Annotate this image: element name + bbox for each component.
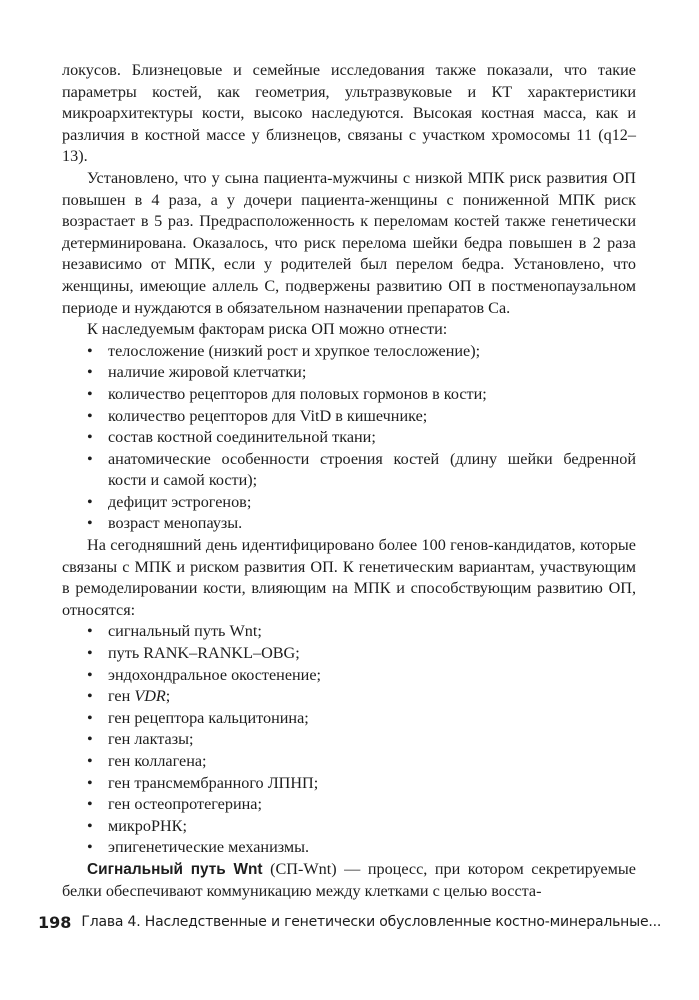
list-item: • путь RANK–RANKL–OBG; [62,643,636,665]
paragraph-candidate-genes: На сегодняшний день идентифицировано более 100 генов-кандидатов, которые связаны с МПК и риском развития ОП. К генетическим вариантам, участвующим в ремоделировании кости, влияющим на МПК и способствующим развитию ОП, относятся: [62,536,636,619]
list-item: • эндохондральное окостенение; [62,665,636,687]
bullet-icon: • [87,644,93,663]
list-item: • ген остеопротегерина; [62,794,636,816]
list-item: • количество рецепторов для половых гормонов в кости; [62,384,636,406]
term-wnt-pathway: Сигнальный путь Wnt [87,860,263,878]
list-item: • сигнальный путь Wnt; [62,621,636,643]
list-item: • ген трансмембранного ЛПНП; [62,773,636,795]
bullet-icon: • [87,341,93,360]
risk-factors-list [62,341,636,535]
bullet-icon: • [87,406,93,425]
bullet-icon: • [87,384,93,403]
paragraph-heritability: локусов. Близнецовые и семейные исследования также показали, что такие параметры костей, как геометрия, ультразвуковые и КТ характеристики микроархитектуры кости, высоко наследуются. Высокая костная масса, как и различия в костной массе у близнецов, связаны с участком хромосомы 11 (q12–13). [62,61,636,166]
list-item: • наличие жировой клетчатки; [62,362,636,384]
bullet-icon: • [87,428,93,447]
bullet-icon: • [87,687,93,706]
list-item: • ген рецептора кальцитонина; [62,708,636,730]
running-title: Глава 4. Наследственные и генетически обусловленные костно-минеральные... [81,914,662,930]
page-number: 198 [38,912,72,932]
paragraph-risk-in-children: Установлено, что у сына пациента-мужчины с низкой МПК риск развития ОП повышен в 4 раза, а у дочери пациента-женщины с пониженной МПК риск возрастает в 5 раз. Предрасположенность к переломам костей также генетически детерминирована. Оказалось, что риск перелома шейки бедра повышен в 2 раза независимо от МПК, если у родителей был перелом бедра. Установлено, что женщины, имеющие аллель С, подвержены развитию ОП в постменопаузальном периоде и нуждаются в обязательном назначении препаратов Са. [62,168,636,317]
bullet-icon: • [87,730,93,749]
bullet-icon: • [87,363,93,382]
list-item: • ген лактазы; [62,729,636,751]
list-item: • возраст менопаузы. [62,513,636,535]
list-item: • эпигенетические механизмы. [62,837,636,859]
gene-vdr-italic: VDR [134,687,166,706]
page-footer [38,908,662,936]
risk-factors-intro: К наследуемым факторам риска ОП можно отнести: [87,320,448,339]
bullet-icon: • [87,665,93,684]
bullet-icon: • [87,816,93,835]
list-item: • ген VDR; [62,686,636,708]
list-item: • микроРНК; [62,816,636,838]
bullet-icon: • [87,795,93,814]
bullet-icon: • [87,773,93,792]
bullet-icon: • [87,622,93,641]
bullet-icon: • [87,449,93,468]
list-item: • количество рецепторов для VitD в кишечнике; [62,406,636,428]
list-item: • дефицит эстрогенов; [62,492,636,514]
list-item: • анатомические особенности строения костей (длину шейки бедренной кости и самой кости); [87,449,636,490]
genetic-variants-list [62,621,636,859]
list-item: • ген коллагена; [62,751,636,773]
list-item: • телосложение (низкий рост и хрупкое телосложение); [62,341,636,363]
bullet-icon: • [87,838,93,857]
bullet-icon: • [87,492,93,511]
bullet-icon: • [87,708,93,727]
bullet-icon: • [87,752,93,770]
bullet-icon: • [87,514,93,533]
page-body [62,60,636,902]
list-item: • состав костной соединительной ткани; [62,427,636,449]
paragraph-wnt-pathway: Сигнальный путь Wnt (СП-Wnt) — процесс, при котором секретируемые белки обеспечивают коммуникацию между клетками с целью восста- [62,859,636,900]
